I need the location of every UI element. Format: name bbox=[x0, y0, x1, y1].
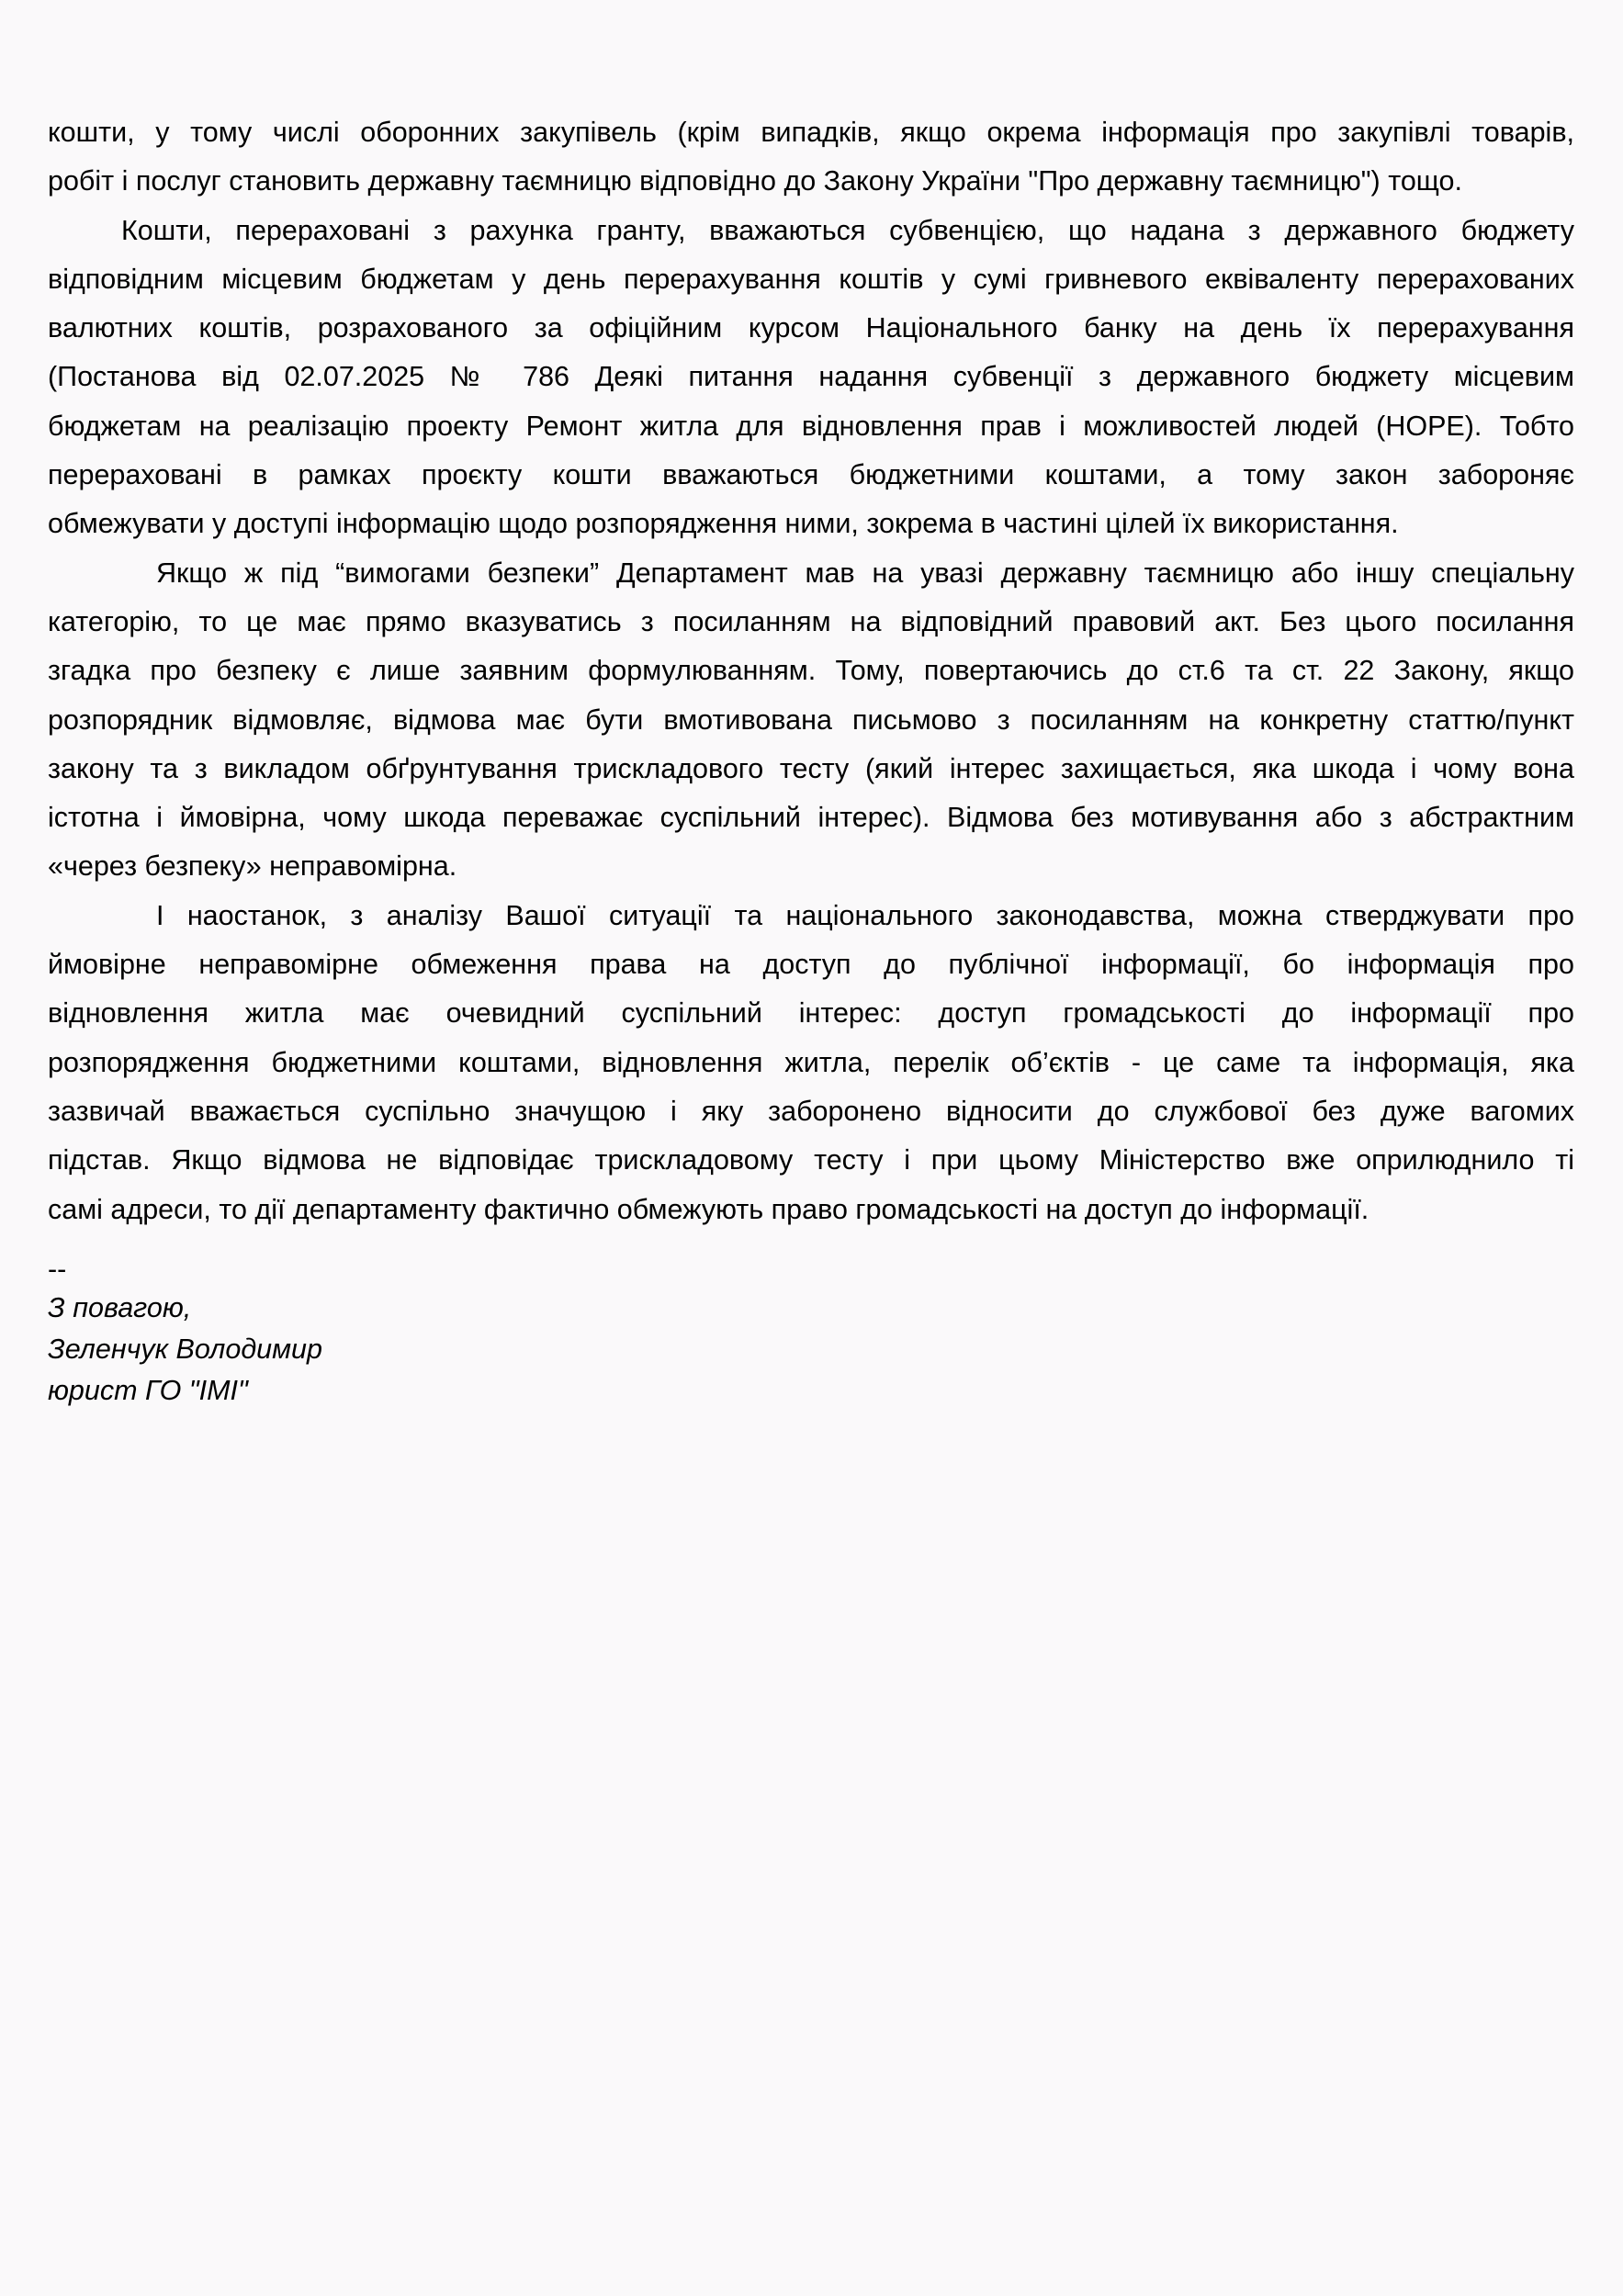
text-line: самі адреси, то дії департаменту фактично обмежують право громадськості на доступ до інформації. bbox=[48, 1193, 1369, 1225]
paragraph-grant-funds bbox=[48, 207, 1574, 549]
text-line: розпорядження бюджетними коштами, відновлення житла, перелік об’єктів - це саме та інформація, яка bbox=[48, 1046, 1574, 1078]
text-line: Якщо ж під “вимогами безпеки” Департамент мав на увазі державну таємницю або іншу спеціальну bbox=[156, 557, 1574, 589]
text-line: кошти, у тому числі оборонних закупівель (крім випадків, якщо окрема інформація про закупівлі товарів, bbox=[48, 117, 1574, 148]
text-line: підстав. Якщо відмова не відповідає трискладовому тесту і при цьому Міністерство вже оприлюднило ті bbox=[48, 1144, 1574, 1176]
text-line: закону та з викладом обґрунтування трискладового тесту (який інтерес захищається, яка шкода і чому вона bbox=[48, 752, 1574, 784]
signature-name: Зеленчук Володимир bbox=[48, 1334, 322, 1365]
text-line: валютних коштів, розрахованого за офіційним курсом Національного банку на день їх перерахування bbox=[48, 312, 1574, 344]
signature-separator: -- bbox=[48, 1254, 67, 1285]
signature-closing: З повагою, bbox=[48, 1292, 192, 1323]
text-line: (Постанова від 02.07.2025 № 786 Деякі питання надання субвенції з державного бюджету місцевим bbox=[48, 361, 1574, 393]
text-line: І наостанок, з аналізу Вашої ситуації та національного законодавства, можна стверджувати про bbox=[156, 899, 1574, 931]
text-line: перераховані в рамках проєкту кошти вважаються бюджетними коштами, а тому закон забороняє bbox=[48, 459, 1574, 491]
text-line: істотна і ймовірна, чому шкода переважає суспільний інтерес). Відмова без мотивування або з абстрактним bbox=[48, 802, 1574, 834]
text-line: обмежувати у доступі інформацію щодо розпорядження ними, зокрема в частині цілей їх використання. bbox=[48, 508, 1399, 540]
paragraph-conclusion bbox=[48, 892, 1574, 1234]
text-line: робіт і послуг становить державну таємницю відповідно до Закону України "Про державну таємницю") тощо. bbox=[48, 165, 1462, 197]
document-body bbox=[48, 108, 1574, 1234]
text-line: зазвичай вважається суспільно значущою і яку заборонено відносити до службової без дуже вагомих bbox=[48, 1095, 1574, 1127]
paragraph-continued bbox=[48, 108, 1574, 207]
text-line: бюджетам на реалізацію проекту Ремонт житла для відновлення прав і можливостей людей (HOPE). Тобто bbox=[48, 410, 1574, 442]
signature-block bbox=[48, 1251, 322, 1412]
text-line: відновлення житла має очевидний суспільний інтерес: доступ громадськості до інформації про bbox=[48, 997, 1574, 1030]
text-line: згадка про безпеку є лише заявним формулюванням. Тому, повертаючись до ст.6 та ст. 22 Закону, якщо bbox=[48, 655, 1574, 687]
text-line: «через безпеку» неправомірна. bbox=[48, 850, 457, 883]
text-line: категорію, то це має прямо вказуватись з посиланням на відповідний правовий акт. Без цього посилання bbox=[48, 605, 1574, 637]
paragraph-security bbox=[48, 549, 1574, 892]
text-line: ймовірне неправомірне обмеження права на доступ до публічної інформації, бо інформація про bbox=[48, 949, 1574, 981]
signature-position: юрист ГО "ІМІ" bbox=[48, 1375, 248, 1406]
text-line: відповідним місцевим бюджетам у день перерахування коштів у сумі гривневого еквіваленту перерахованих bbox=[48, 263, 1574, 295]
text-line: Кошти, перераховані з рахунка гранту, вважаються субвенцією, що надана з державного бюджету bbox=[121, 214, 1574, 246]
text-line: розпорядник відмовляє, відмова має бути вмотивована письмово з посиланням на конкретну статтю/пункт bbox=[48, 703, 1574, 736]
